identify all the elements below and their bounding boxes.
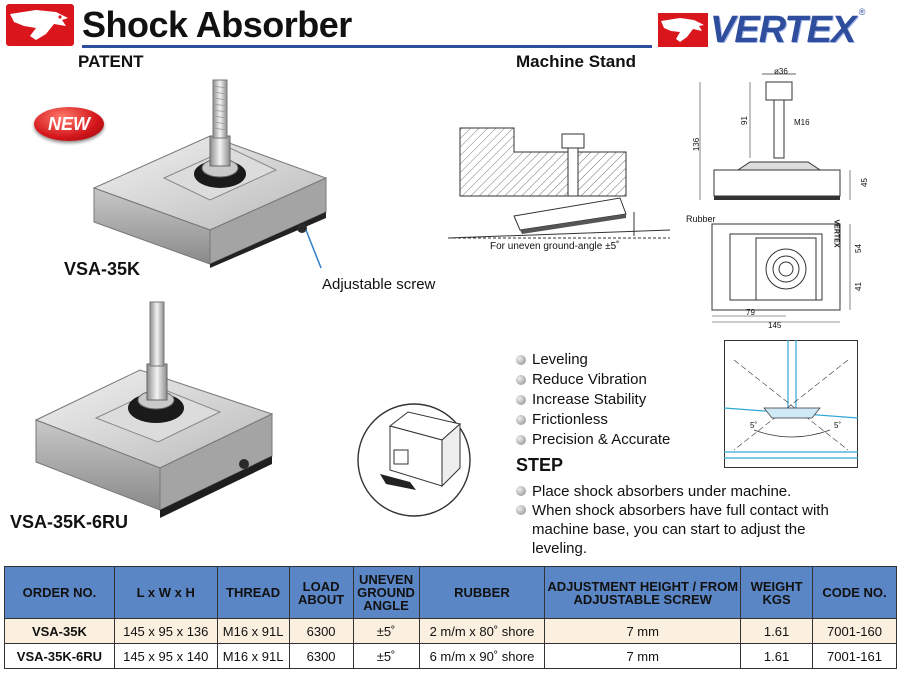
column-header: ORDER NO. xyxy=(5,567,115,619)
step-heading: STEP xyxy=(516,455,564,475)
brand-name: VERTEX xyxy=(710,8,856,51)
list-item: Place shock absorbers under machine. xyxy=(516,482,846,501)
table-cell: 6 m/m x 90˚ shore xyxy=(419,644,545,669)
table-cell: 7001-161 xyxy=(813,644,897,669)
list-item: Leveling xyxy=(516,350,670,370)
adjustable-screw-callout: Adjustable screw xyxy=(322,276,436,293)
bullet-icon xyxy=(516,505,526,515)
dim-41: 41 xyxy=(853,282,863,291)
feature-list xyxy=(516,350,670,450)
page-title: Shock Absorber xyxy=(82,4,352,45)
table-cell: ±5˚ xyxy=(353,644,419,669)
column-header: WEIGHT KGS xyxy=(741,567,813,619)
dim-91: 91 xyxy=(739,116,749,125)
table-cell: 1.61 xyxy=(741,619,813,644)
bullet-icon xyxy=(516,355,526,365)
table-cell: M16 x 91L xyxy=(217,619,289,644)
dim-diameter: ø36 xyxy=(774,67,788,76)
dim-thread: M16 xyxy=(794,118,810,127)
table-cell: 7 mm xyxy=(545,619,741,644)
list-item: When shock absorbers have full contact with machine base, you can start to adjust the leveling. xyxy=(516,501,846,558)
machine-stand-label: Machine Stand xyxy=(516,52,636,71)
angle-right-label: 5˚ xyxy=(834,421,842,430)
table-cell: 1.61 xyxy=(741,644,813,669)
spec-table xyxy=(4,566,897,669)
dim-145: 145 xyxy=(768,321,782,330)
dim-45: 45 xyxy=(859,178,869,187)
dim-79: 79 xyxy=(746,308,755,317)
technical-side-view xyxy=(690,66,870,216)
column-header: CODE NO. xyxy=(813,567,897,619)
table-cell: VSA-35K-6RU xyxy=(5,644,115,669)
table-cell: 145 x 95 x 136 xyxy=(114,619,217,644)
column-header: THREAD xyxy=(217,567,289,619)
list-item: Frictionless xyxy=(516,410,670,430)
column-header: RUBBER xyxy=(419,567,545,619)
new-badge: NEW xyxy=(34,107,104,141)
table-cell: VSA-35K xyxy=(5,619,115,644)
list-item: Reduce Vibration xyxy=(516,370,670,390)
bullet-icon xyxy=(516,375,526,385)
table-row xyxy=(5,644,897,669)
vertex-brand xyxy=(658,6,866,51)
product-image-vsa-35k-6ru xyxy=(30,300,280,530)
list-item: Precision & Accurate xyxy=(516,430,670,450)
bullet-icon xyxy=(516,415,526,425)
title-underline xyxy=(82,45,652,48)
bullet-icon xyxy=(516,395,526,405)
list-item: Increase Stability xyxy=(516,390,670,410)
table-cell: 2 m/m x 80˚ shore xyxy=(419,619,545,644)
table-row xyxy=(5,619,897,644)
table-cell: ±5˚ xyxy=(353,619,419,644)
model-label-vsa-35k-6ru: VSA-35K-6RU xyxy=(10,512,129,532)
dim-54: 54 xyxy=(853,244,863,253)
patent-label: PATENT xyxy=(78,52,144,71)
table-cell: 7001-160 xyxy=(813,619,897,644)
technical-top-view xyxy=(700,220,870,335)
column-header: L x W x H xyxy=(114,567,217,619)
eagle-icon xyxy=(658,13,708,47)
eagle-logo xyxy=(6,4,74,46)
angle-diagram xyxy=(724,340,858,468)
angle-left-label: 5˚ xyxy=(750,421,758,430)
step-list xyxy=(516,482,846,558)
machine-stand-diagram xyxy=(444,112,674,252)
plate-brand-text: VERTEX xyxy=(832,219,840,248)
rubber-callout: Rubber xyxy=(686,214,716,224)
column-header: LOAD ABOUT xyxy=(289,567,353,619)
registered-mark: ® xyxy=(858,6,866,17)
uneven-ground-note: For uneven ground-angle ±5˚ xyxy=(490,241,620,252)
bullet-icon xyxy=(516,435,526,445)
table-cell: 6300 xyxy=(289,619,353,644)
table-cell: 145 x 95 x 140 xyxy=(114,644,217,669)
table-cell: 6300 xyxy=(289,644,353,669)
column-header: UNEVEN GROUND ANGLE xyxy=(353,567,419,619)
table-cell: M16 x 91L xyxy=(217,644,289,669)
bullet-icon xyxy=(516,486,526,496)
detail-circle-diagram xyxy=(356,402,472,518)
table-header-row xyxy=(5,567,897,619)
table-cell: 7 mm xyxy=(545,644,741,669)
column-header: ADJUSTMENT HEIGHT / FROM ADJUSTABLE SCREW xyxy=(545,567,741,619)
product-image-vsa-35k xyxy=(80,78,340,268)
model-label-vsa-35k: VSA-35K xyxy=(64,259,141,279)
dim-136: 136 xyxy=(692,137,702,152)
